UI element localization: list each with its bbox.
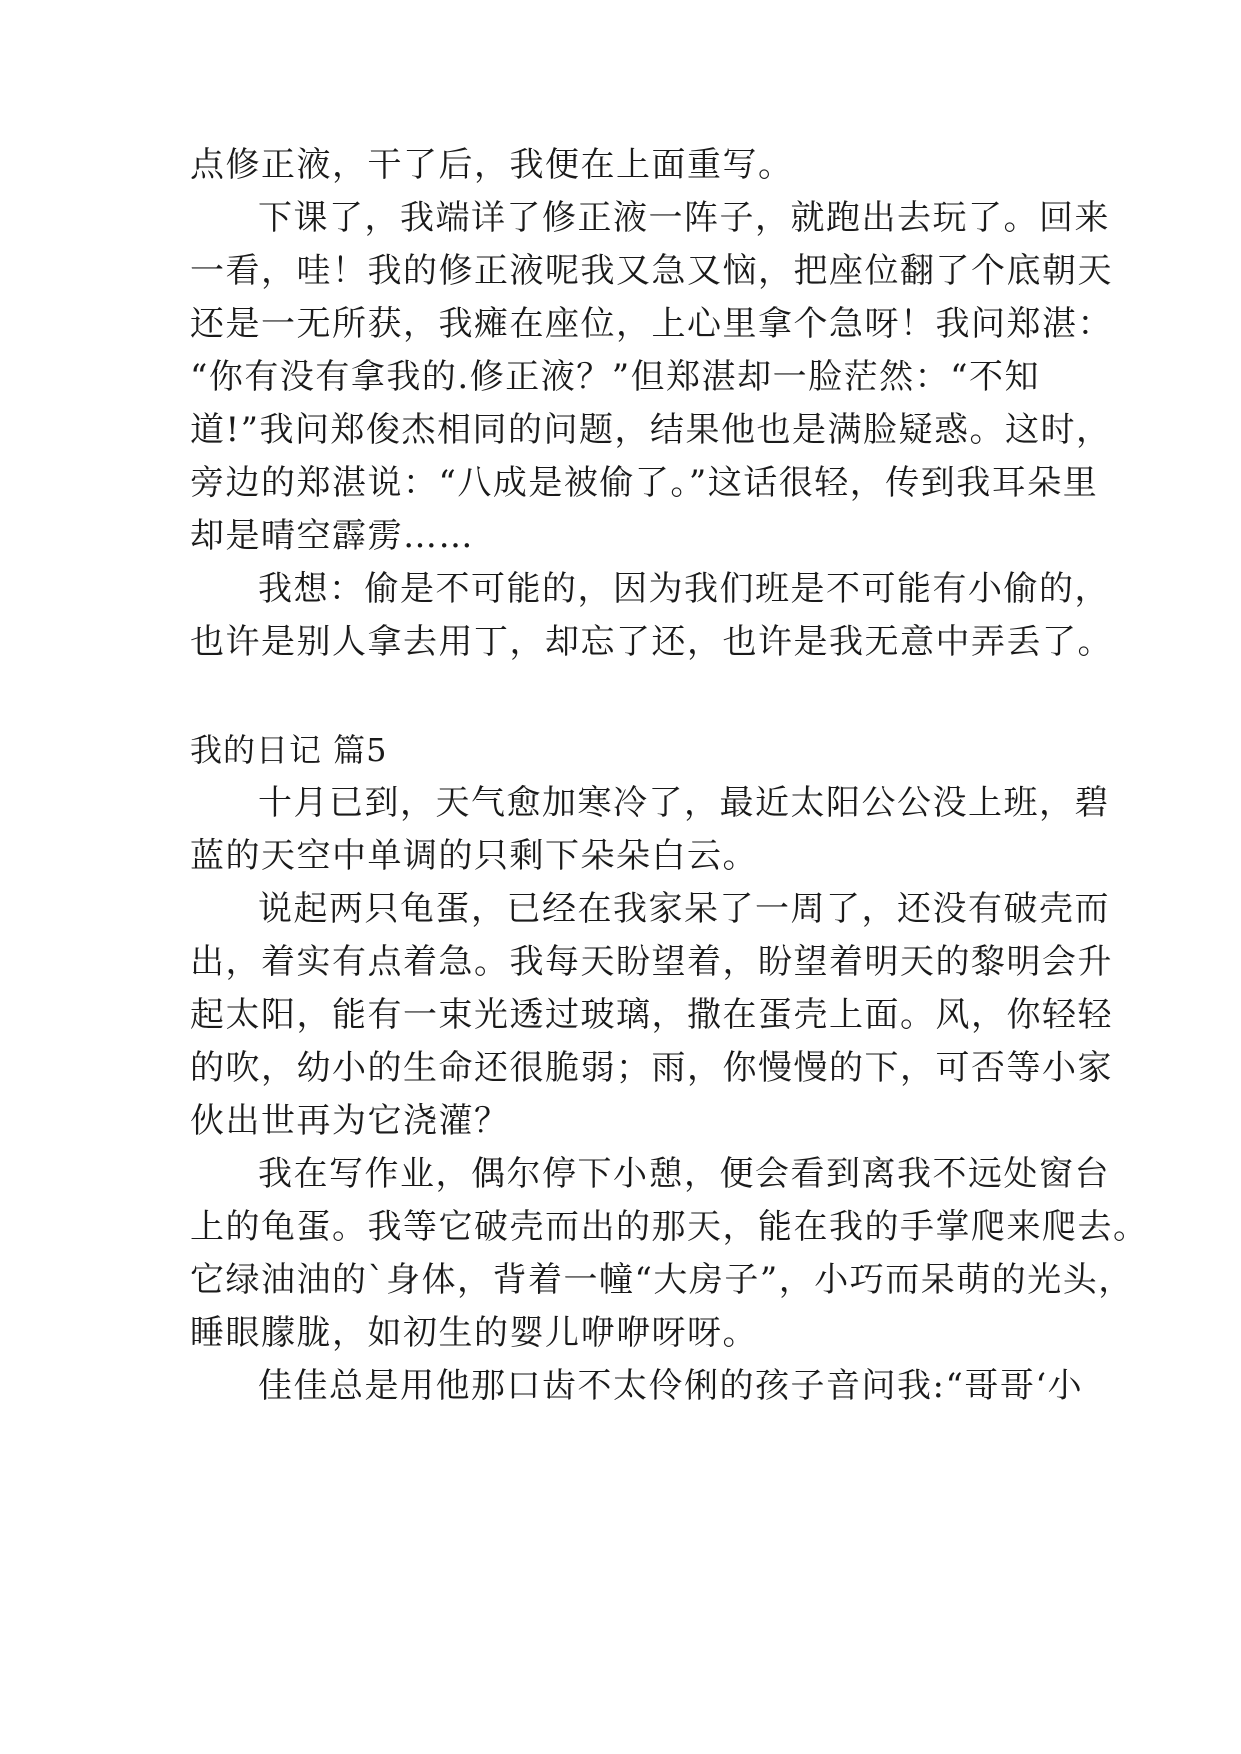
text-line: 我想：偷是不可能的，因为我们班是不可能有小偷的，: [258, 569, 1110, 609]
text-line: 伙出世再为它浇灌？: [190, 1101, 510, 1141]
text-line: 也许是别人拿去用丁，却忘了还，也许是我无意中弄丢了。: [190, 622, 1113, 662]
text-line: 还是一无所获，我瘫在座位，上心里拿个急呀！我问郑湛：: [190, 304, 1113, 344]
text-line: 一看，哇！我的修正液呢我又急又恼，把座位翻了个底朝天: [190, 251, 1113, 291]
text-line: 它绿油油的`身体，背着一幢“大房子”，小巧而呆萌的光头，: [190, 1260, 1134, 1300]
text-line: 起太阳，能有一束光透过玻璃，撒在蛋壳上面。风，你轻轻: [190, 995, 1113, 1035]
text-line: 我在写作业，偶尔停下小憩，便会看到离我不远处窗台: [258, 1154, 1110, 1194]
section-heading: 我的日记 篇5: [190, 731, 388, 769]
text-line: 蓝的天空中单调的只剩下朵朵白云。: [190, 836, 758, 876]
text-line: 却是晴空霹雳……: [190, 516, 474, 556]
text-line: 佳佳总是用他那口齿不太伶俐的孩子音问我:“哥哥‘小: [258, 1366, 1084, 1406]
text-line: 点修正液，干了后，我便在上面重写。: [190, 145, 794, 185]
text-line: 旁边的郑湛说：“八成是被偷了。”这话很轻，传到我耳朵里: [190, 463, 1099, 503]
text-line: 上的龟蛋。我等它破壳而出的那天，能在我的手掌爬来爬去。: [190, 1207, 1149, 1247]
text-line: 说起两只龟蛋，已经在我家呆了一周了，还没有破壳而: [258, 889, 1110, 929]
text-line: “你有没有拿我的.修正液？”但郑湛却一脸茫然：“不知: [190, 357, 1040, 397]
text-line: 下课了，我端详了修正液一阵子，就跑出去玩了。回来: [258, 198, 1110, 238]
text-line: 十月已到，天气愈加寒冷了，最近太阳公公没上班，碧: [258, 783, 1110, 823]
text-line: 道!”我问郑俊杰相同的问题，结果他也是满脸疑惑。这时，: [190, 410, 1112, 450]
text-line: 出，着实有点着急。我每天盼望着，盼望着明天的黎明会升: [190, 942, 1113, 982]
text-line: 的吹，幼小的生命还很脆弱；雨，你慢慢的下，可否等小家: [190, 1048, 1113, 1088]
text-line: 睡眼朦胧，如初生的婴儿咿咿呀呀。: [190, 1313, 758, 1353]
